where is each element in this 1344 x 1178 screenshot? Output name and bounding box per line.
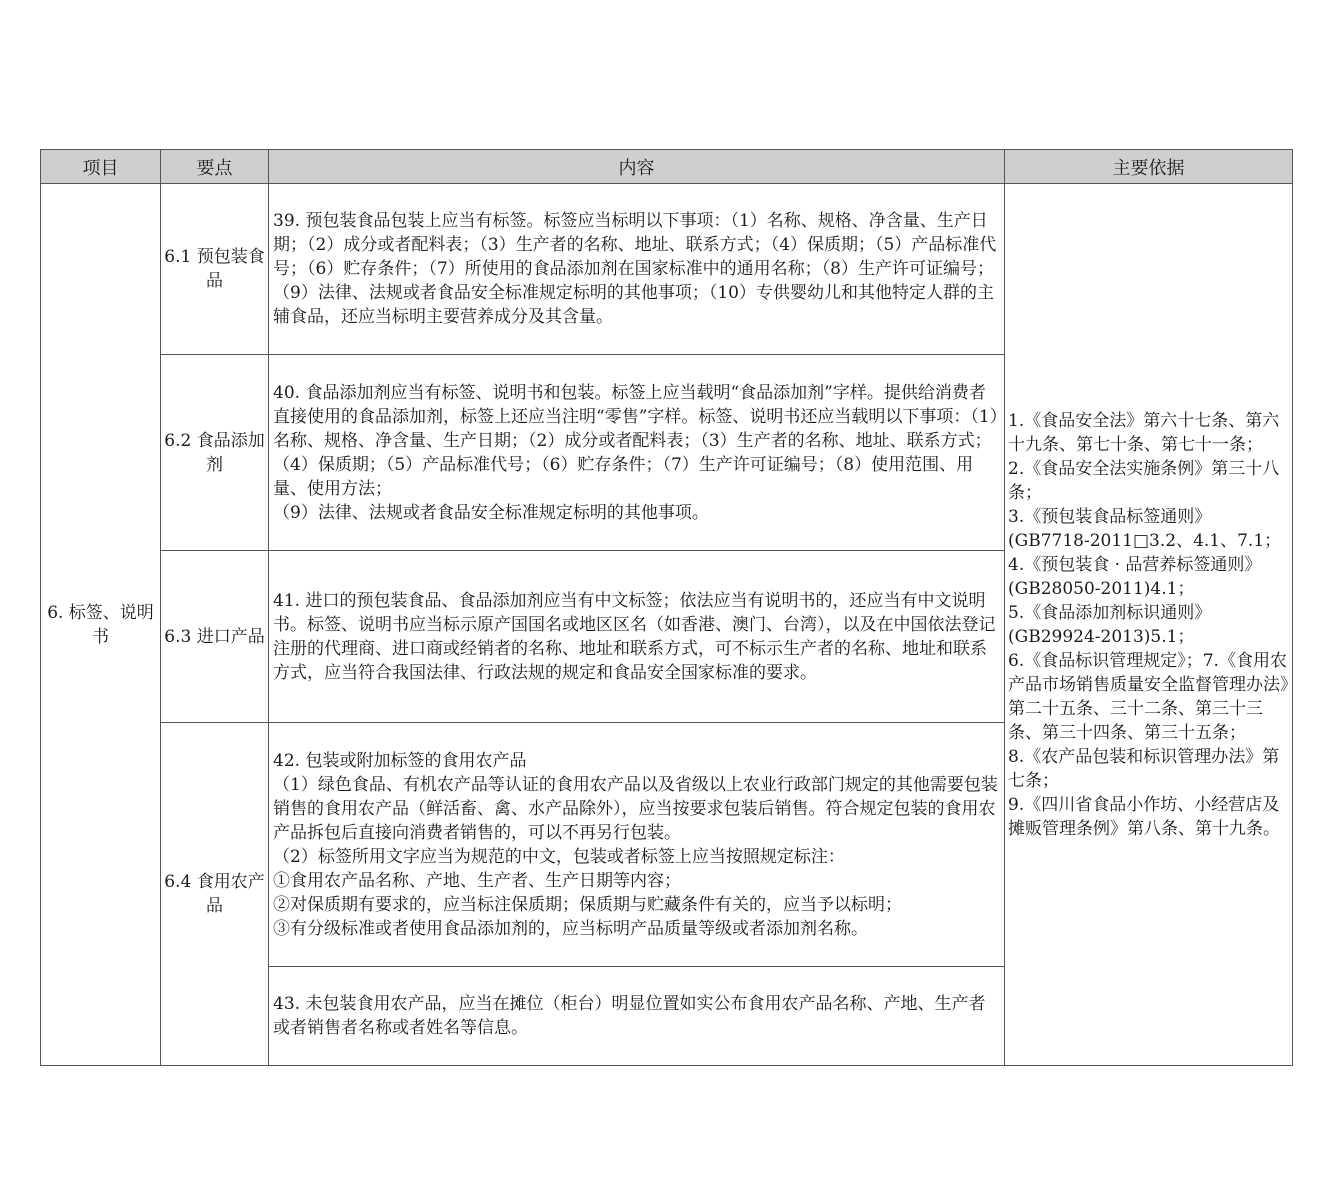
header-content: 内容 (269, 150, 1005, 184)
content-text: 42. 包装或附加标签的食用农产品 (273, 750, 527, 771)
content-text: （2）标签所用文字应当为规范的中文，包装或者标签上应当按照规定标注： (273, 846, 845, 867)
basis-line: 2.《食品安全法实施条例》第三十八条； (1008, 458, 1280, 503)
basis-line: 3.《预包装食品标签通则》(GB7718-2011□3.2、4.1、7.1； (1008, 506, 1282, 551)
item-cell: 6. 标签、说明书 (41, 184, 161, 1066)
content-text: ②对保质期有要求的，应当标注保质期；保质期与贮藏条件有关的，应当予以标明； (273, 894, 902, 915)
table-row (41, 184, 1293, 355)
basis-line: 4.《预包装食 · 品营养标签通则》(GB28050-2011)4.1； (1008, 554, 1262, 599)
content-text: （9）法律、法规或者食品安全标准规定标明的其他事项。 (273, 502, 709, 523)
basis-line: 8.《农产品包装和标识管理办法》第七条； (1008, 746, 1280, 791)
regulation-table (40, 149, 1293, 1066)
table-header-row (41, 150, 1293, 184)
header-item: 项目 (41, 150, 161, 184)
basis-line: 9.《四川省食品小作坊、小经营店及摊贩管理条例》第八条、第十九条。 (1008, 794, 1280, 839)
basis-line: 5.《食品添加剂标识通则》(GB29924-2013)5.1； (1008, 602, 1212, 647)
basis-cell (1005, 184, 1293, 1066)
content-text: （1）绿色食品、有机农产品等认证的食用农产品以及省级以上农业行政部门规定的其他需要包装销售的食用农产品（鲜活畜、禽、水产品除外），应当按要求包装后销售。符合规定包装的食用农产品拆包后直接向消费者销售的，可以不再另行包装。 (273, 774, 998, 843)
header-point: 要点 (161, 150, 269, 184)
point-cell: 6.1 预包装食品 (161, 184, 269, 355)
basis-line: 1.《食品安全法》第六十七条、第六十九条、第七十条、第七十一条； (1008, 410, 1280, 455)
header-basis: 主要依据 (1005, 150, 1293, 184)
content-cell (269, 355, 1005, 551)
content-cell (269, 723, 1005, 967)
content-cell (269, 551, 1005, 723)
content-text: ①食用农产品名称、产地、生产者、生产日期等内容； (273, 870, 681, 891)
content-text: 39. 预包装食品包装上应当有标签。标签应当标明以下事项：（1）名称、规格、净含量、生产日期；（2）成分或者配料表；（3）生产者的名称、地址、联系方式；（4）保质期；（5）产品标准代号；（6）贮存条件；（7）所使用的食品添加剂在国家标准中的通用名称；（8）生产许可证编号；（9）法律、法规或者食品安全标准规定标明的其他事项；（10）专供婴幼儿和其他特定人群的主辅食品，还应当标明主要营养成分及其含量。 (273, 211, 997, 327)
point-cell: 6.2 食品添加剂 (161, 355, 269, 551)
content-cell (269, 184, 1005, 355)
basis-line: 6.《食品标识管理规定》；7.《食用农产品市场销售质量安全监督管理办法》第二十五条、三十二条、第三十三条、第三十四条、第三十五条； (1008, 650, 1289, 743)
content-cell (269, 967, 1005, 1066)
point-cell: 6.3 进口产品 (161, 551, 269, 723)
content-text: 40. 食品添加剂应当有标签、说明书和包装。标签上应当载明“食品添加剂”字样。提供给消费者直接使用的食品添加剂，标签上还应当注明“零售”字样。标签、说明书还应当载明以下事项：（1）名称、规格、净含量、生产日期；（2）成分或者配料表；（3）生产者的名称、地址、联系方式；（4）保质期；（5）产品标准代号；（6）贮存条件；（7）生产许可证编号；（8）使用范围、用量、使用方法； (273, 382, 999, 499)
content-text: 43. 未包装食用农产品，应当在摊位（柜台）明显位置如实公布食用农产品名称、产地、生产者或者销售者名称或者姓名等信息。 (273, 994, 986, 1038)
point-cell: 6.4 食用农产品 (161, 723, 269, 1066)
content-text: 41. 进口的预包装食品、食品添加剂应当有中文标签；依法应当有说明书的，还应当有中文说明书。标签、说明书应当标示原产国国名或地区区名（如香港、澳门、台湾），以及在中国依法登记注册的代理商、进口商或经销者的名称、地址和联系方式，可不标示生产者的名称、地址和联系方式，应当符合我国法律、行政法规的规定和食品安全国家标准的要求。 (273, 590, 996, 683)
content-text: ③有分级标准或者使用食品添加剂的，应当标明产品质量等级或者添加剂名称。 (273, 918, 868, 939)
